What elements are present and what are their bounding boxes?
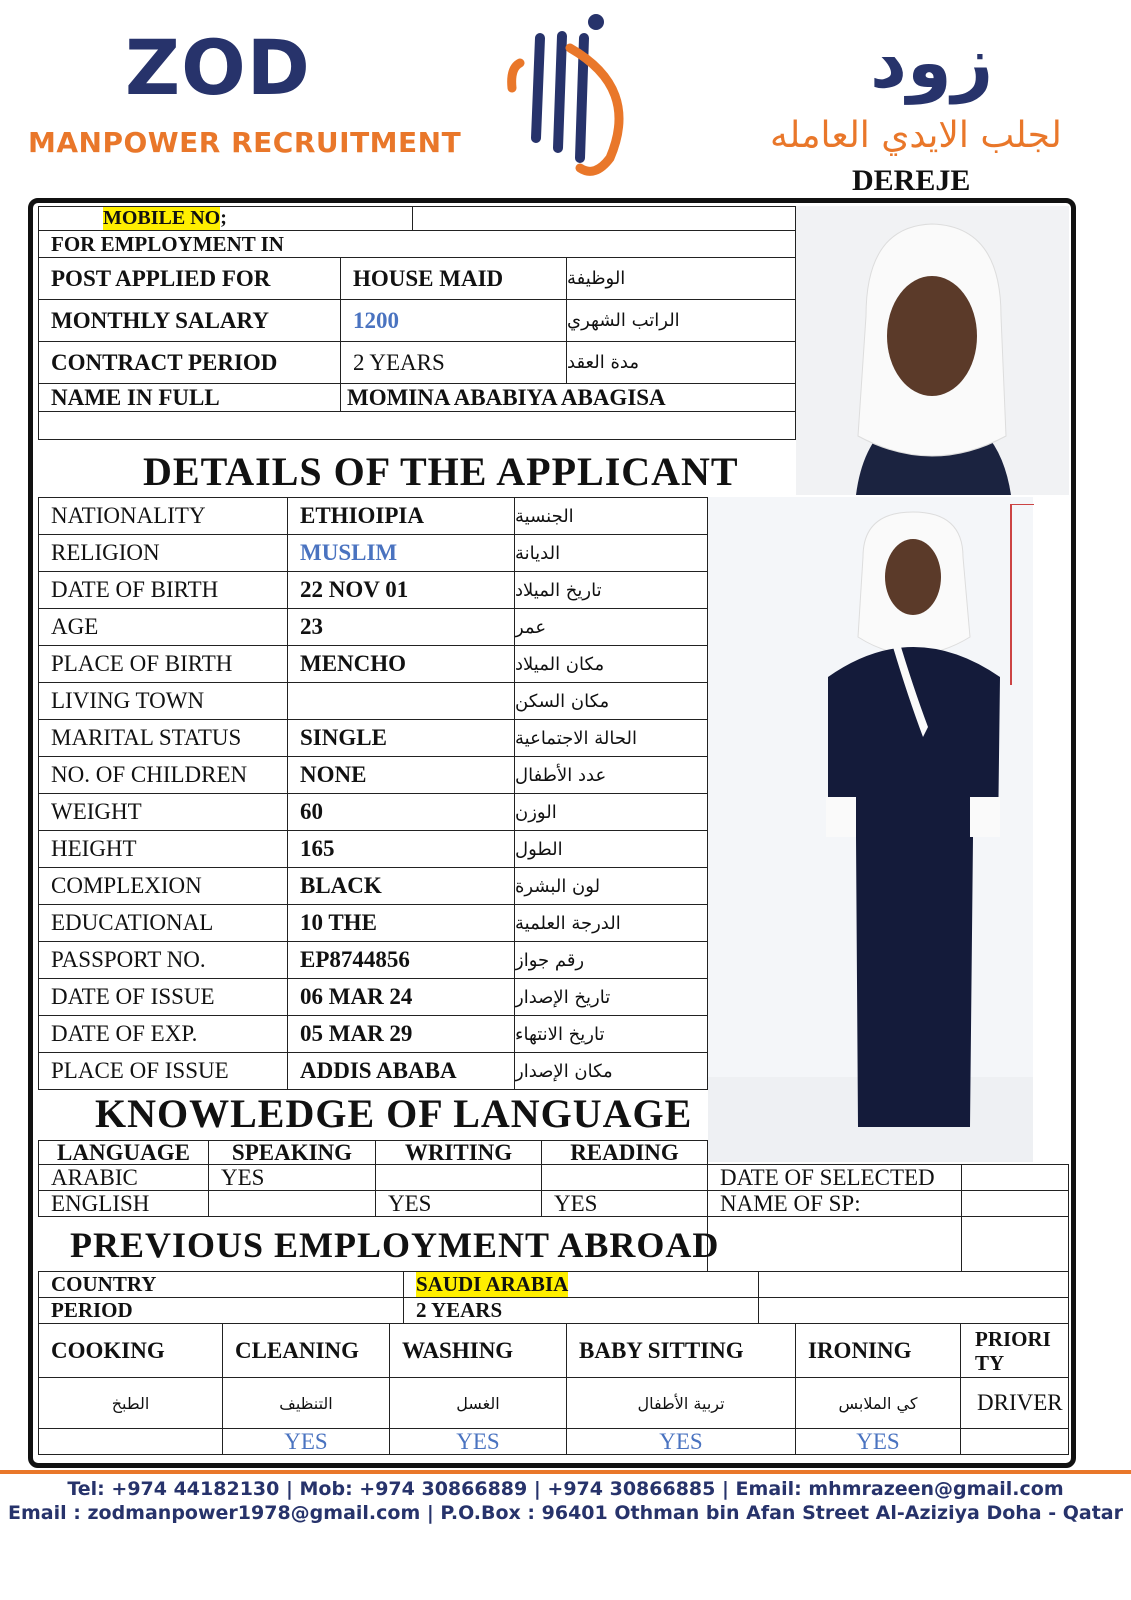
language-title: KNOWLEDGE OF LANGUAGE — [95, 1091, 693, 1136]
detail-arabic: الجنسية — [514, 497, 708, 535]
brand-name: ZOD — [125, 23, 311, 112]
skill-header: CLEANING — [222, 1323, 390, 1378]
footer-divider — [0, 1470, 1131, 1474]
lang-arabic-reading — [541, 1164, 708, 1191]
skill-arabic: DRIVER — [960, 1377, 1069, 1429]
details-title: DETAILS OF THE APPLICANT — [143, 449, 739, 494]
footer-line-1: Tel: +974 44182130 | Mob: +974 30866889 | +974 30866885 | Email: mhmrazeen@gmail.com — [67, 1478, 1064, 1500]
lang-english-writing: YES — [375, 1190, 542, 1217]
detail-value: MENCHO — [287, 645, 515, 683]
detail-label: DATE OF BIRTH — [38, 571, 288, 609]
skill-header: PRIORI TY — [960, 1323, 1069, 1378]
side-blank-b — [961, 1216, 1069, 1272]
detail-label: PLACE OF BIRTH — [38, 645, 288, 683]
contract-arabic: مدة العقد — [566, 341, 796, 384]
period-label: PERIOD — [38, 1297, 404, 1324]
detail-label: HEIGHT — [38, 830, 288, 868]
detail-value: ADDIS ABABA — [287, 1052, 515, 1090]
detail-value: ETHIOIPIA — [287, 497, 515, 535]
skill-value — [38, 1428, 223, 1455]
detail-arabic: رقم جواز — [514, 941, 708, 979]
detail-value: 06 MAR 24 — [287, 978, 515, 1016]
detail-arabic: عمر — [514, 608, 708, 646]
detail-arabic: تاريخ الانتهاء — [514, 1015, 708, 1053]
salary-label: MONTHLY SALARY — [38, 299, 341, 342]
agent-name: DEREJE — [852, 164, 971, 197]
skill-value: YES — [795, 1428, 961, 1455]
detail-value: NONE — [287, 756, 515, 794]
photo-edge-mark — [1010, 504, 1034, 685]
arabic-brand: زود — [870, 20, 994, 104]
mobile-value-cell — [412, 206, 796, 231]
detail-label: RELIGION — [38, 534, 288, 572]
lang-english-speaking — [208, 1190, 376, 1217]
detail-value: 10 THE — [287, 904, 515, 942]
detail-arabic: تاريخ الميلاد — [514, 571, 708, 609]
skill-arabic: كي الملابس — [795, 1377, 961, 1429]
skill-value: YES — [389, 1428, 567, 1455]
detail-arabic: تاريخ الإصدار — [514, 978, 708, 1016]
skill-arabic: الطبخ — [38, 1377, 223, 1429]
detail-arabic: الوزن — [514, 793, 708, 831]
detail-value: 60 — [287, 793, 515, 831]
lang-arabic-name: ARABIC — [38, 1164, 209, 1191]
skill-header: IRONING — [795, 1323, 961, 1378]
full-body-photo — [708, 497, 1033, 1162]
country-value-cell — [403, 1271, 759, 1298]
detail-label: MARITAL STATUS — [38, 719, 288, 757]
side-blank-a — [707, 1216, 962, 1272]
sp-name-value — [961, 1190, 1069, 1217]
detail-label: PASSPORT NO. — [38, 941, 288, 979]
detail-value: MUSLIM — [287, 534, 515, 572]
date-selected-label: DATE OF SELECTED — [707, 1164, 962, 1191]
detail-label: COMPLEXION — [38, 867, 288, 905]
detail-label: DATE OF EXP. — [38, 1015, 288, 1053]
footer-line-2: Email : zodmanpower1978@gmail.com | P.O.Box : 96401 Othman bin Afan Street Al-Aziziya Doha - Qatar — [8, 1502, 1123, 1524]
detail-arabic: مكان السكن — [514, 682, 708, 720]
country-extra — [758, 1271, 1069, 1298]
post-label: POST APPLIED FOR — [38, 257, 341, 300]
detail-value: 22 NOV 01 — [287, 571, 515, 609]
detail-value — [287, 682, 515, 720]
mobile-label: MOBILE NO — [103, 207, 221, 229]
skill-header: BABY SITTING — [566, 1323, 796, 1378]
salary-value: 1200 — [340, 299, 567, 342]
detail-arabic: الطول — [514, 830, 708, 868]
contract-label: CONTRACT PERIOD — [38, 341, 341, 384]
lang-arabic-speaking: YES — [208, 1164, 376, 1191]
detail-arabic: مكان الإصدار — [514, 1052, 708, 1090]
post-value: HOUSE MAID — [340, 257, 567, 300]
detail-arabic: الحالة الاجتماعية — [514, 719, 708, 757]
lang-header-language: LANGUAGE — [38, 1140, 209, 1165]
skill-header: COOKING — [38, 1323, 223, 1378]
skill-value: YES — [222, 1428, 390, 1455]
mobile-label-cell — [38, 206, 413, 231]
lang-header-speaking: SPEAKING — [208, 1140, 376, 1165]
previous-title: PREVIOUS EMPLOYMENT ABROAD — [70, 1225, 720, 1265]
lang-header-writing: WRITING — [375, 1140, 542, 1165]
skill-arabic: التنظيف — [222, 1377, 390, 1429]
name-value: MOMINA ABABIYA ABAGISA — [340, 383, 796, 412]
detail-label: EDUCATIONAL — [38, 904, 288, 942]
detail-value: 23 — [287, 608, 515, 646]
brand-subtitle: MANPOWER RECRUITMENT — [28, 126, 462, 159]
salary-arabic: الراتب الشهري — [566, 299, 796, 342]
detail-label: WEIGHT — [38, 793, 288, 831]
detail-arabic: لون البشرة — [514, 867, 708, 905]
arabic-subtitle: لجلب الايدي العامله — [770, 115, 1062, 156]
skill-arabic: الغسل — [389, 1377, 567, 1429]
post-arabic: الوظيفة — [566, 257, 796, 300]
skill-header: WASHING — [389, 1323, 567, 1378]
detail-label: NO. OF CHILDREN — [38, 756, 288, 794]
detail-label: LIVING TOWN — [38, 682, 288, 720]
contract-value: 2 YEARS — [340, 341, 567, 384]
period-extra — [758, 1297, 1069, 1324]
detail-value: 05 MAR 29 — [287, 1015, 515, 1053]
detail-label: PLACE OF ISSUE — [38, 1052, 288, 1090]
detail-value: BLACK — [287, 867, 515, 905]
employment-in-label: FOR EMPLOYMENT IN — [38, 230, 796, 258]
spacer-row — [38, 411, 796, 440]
period-value: 2 YEARS — [403, 1297, 759, 1324]
detail-arabic: عدد الأطفال — [514, 756, 708, 794]
headshot-photo — [796, 206, 1069, 495]
detail-value: EP8744856 — [287, 941, 515, 979]
detail-arabic: مكان الميلاد — [514, 645, 708, 683]
company-logo-icon — [500, 8, 640, 178]
detail-value: 165 — [287, 830, 515, 868]
detail-label: DATE OF ISSUE — [38, 978, 288, 1016]
skill-value: YES — [566, 1428, 796, 1455]
detail-label: AGE — [38, 608, 288, 646]
name-label: NAME IN FULL — [38, 383, 341, 412]
country-value: SAUDI ARABIA — [416, 1272, 569, 1296]
lang-english-name: ENGLISH — [38, 1190, 209, 1217]
mobile-suffix: ; — [220, 207, 227, 229]
lang-english-reading: YES — [541, 1190, 708, 1217]
detail-label: NATIONALITY — [38, 497, 288, 535]
country-label: COUNTRY — [38, 1271, 404, 1298]
detail-arabic: الديانة — [514, 534, 708, 572]
date-selected-value — [961, 1164, 1069, 1191]
lang-arabic-writing — [375, 1164, 542, 1191]
skill-value — [960, 1428, 1069, 1455]
sp-name-label: NAME OF SP: — [707, 1190, 962, 1217]
skill-arabic: تربية الأطفال — [566, 1377, 796, 1429]
detail-arabic: الدرجة العلمية — [514, 904, 708, 942]
detail-value: SINGLE — [287, 719, 515, 757]
lang-header-reading: READING — [541, 1140, 708, 1165]
